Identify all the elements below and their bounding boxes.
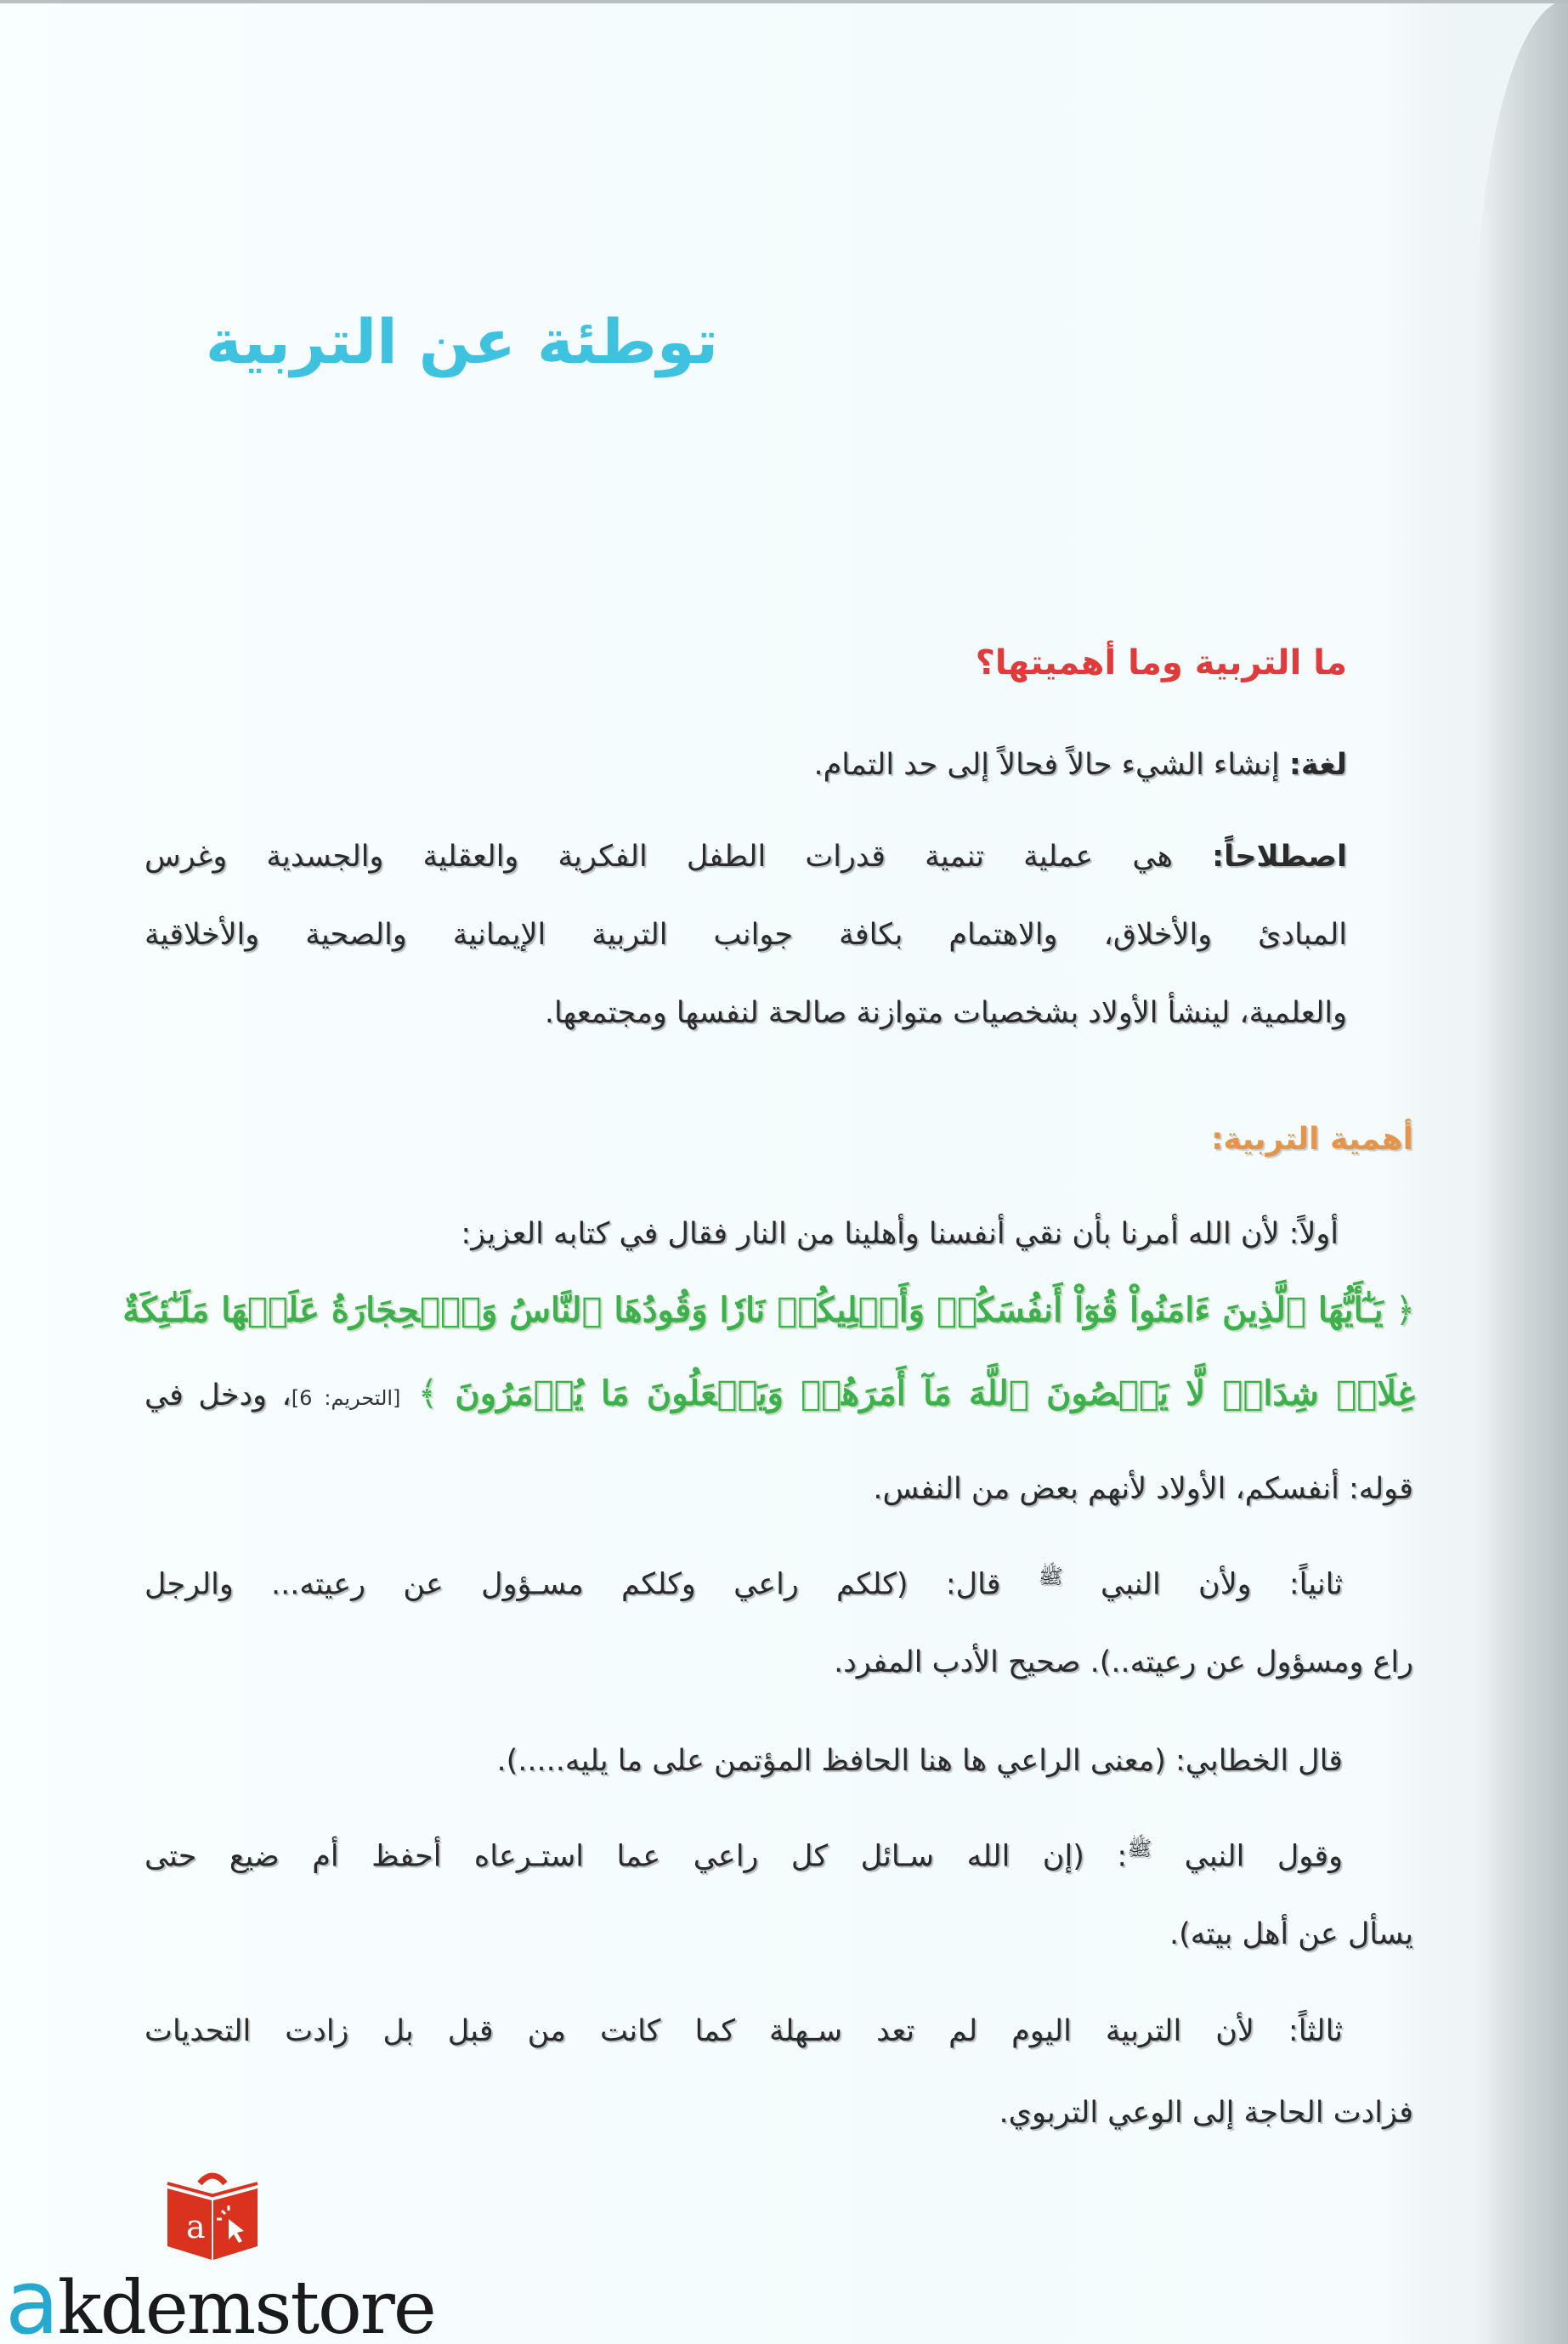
honorific-icon-2: ﷺ — [1127, 1837, 1152, 1860]
third-point-line-2: فزادت الحاجة إلى الوعي التربوي. — [999, 2096, 1413, 2130]
hadith-line-1 — [144, 1836, 1343, 1874]
hadith-line-2: يسأل عن أهل بيته). — [1169, 1917, 1413, 1951]
istilahan-text-1: هي عملية تنمية قدرات الطفل الفكرية والعقلية والجسدية وغرس — [144, 840, 1213, 874]
hadith-1b: : (إن الله سـائل كل راعي عما استـرعاه أحفظ أم ضيع حتى — [144, 1839, 1128, 1874]
lughatan-label: لغة: — [1288, 748, 1347, 782]
first-point-intro: أولاً: لأن الله أمرنا بأن نقي أنفسنا وأهلينا من النار فقال في كتابه العزيز: — [461, 1217, 1339, 1251]
akdemstore-watermark-logo — [0, 2163, 459, 2344]
hadith-1a: وقول النبي — [1152, 1839, 1343, 1874]
quran-verse-line-1 — [122, 1290, 1415, 1330]
definition-istilahan-line-2: المبادئ والأخلاق، والاهتمام بكافة جوانب التربية الإيمانية والصحية والأخلاقية — [144, 918, 1347, 952]
page-top-edge — [0, 0, 1568, 3]
page-title: توطئة عن التربية — [205, 306, 718, 377]
definition-istilahan-line-3: والعلمية، لينشأ الأولاد بشخصيات متوازنة صالحة لنفسها ومجتمعها. — [544, 996, 1347, 1030]
verse-close-bracket: ﴾ — [417, 1374, 439, 1413]
verse-reference: [التحريم: 6] — [291, 1386, 401, 1410]
second-line1a: ثانياً: ولأن النبي — [1062, 1567, 1344, 1602]
first-point-line-3: قوله: أنفسكم، الأولاد لأنهم بعض من النفس. — [873, 1472, 1413, 1506]
page-curl-shadow — [1475, 0, 1568, 2344]
second-point-line-2: راع ومسؤول عن رعيته..). صحيح الأدب المفرد. — [834, 1645, 1413, 1679]
logo-first-letter: a — [5, 2251, 58, 2344]
definition-istilahan-line-1 — [144, 840, 1347, 874]
logo-icon-letter: a — [186, 2208, 206, 2245]
verse-text-2: غِلَاظٞ شِدَادٞ لَّا يَعۡصُونَ ٱللَّهَ مَآ أَمَرَهُمۡ وَيَفۡعَلُونَ مَا يُؤۡمَرُونَ — [455, 1373, 1415, 1413]
logo-wordmark — [5, 2251, 435, 2344]
second-point-line-1 — [144, 1564, 1343, 1602]
lughatan-text: إنشاء الشيء حالاً فحالاً إلى حد التمام. — [813, 748, 1289, 782]
quran-verse-line-2 — [144, 1373, 1415, 1413]
verse-open-bracket: ﴿ — [1395, 1291, 1415, 1330]
definition-lughatan — [814, 748, 1347, 782]
book-cursor-icon — [166, 2171, 259, 2261]
khattabi-quote: قال الخطابي: (معنى الراعي ها هنا الحافظ المؤتمن على ما يليه.....). — [496, 1744, 1343, 1778]
logo-rest: kdemstore — [57, 2266, 435, 2344]
second-line1b: قال: (كلكم راعي وكلكم مسـؤول عن رعيته... والرجل — [144, 1567, 1039, 1602]
honorific-icon: ﷺ — [1038, 1565, 1063, 1588]
istilahan-label: اصطلاحاً: — [1212, 840, 1347, 874]
verse-text-1: يَـٰٓأَيُّهَا ٱلَّذِينَ ءَامَنُواْ قُوٓاْ أَنفُسَكُمۡ وَأَهۡلِيكُمۡ نَارٗا وَقُودُهَا ٱلنَّاسُ وَٱلۡحِجَارَةُ عَلَيۡهَا مَلَـٰٓئِكَةٌ — [122, 1290, 1384, 1330]
third-point-line-1: ثالثاً: لأن التربية اليوم لم تعد سـهلة كما كانت من قبل بل زادت التحديات — [144, 2014, 1343, 2048]
importance-heading: أهمية التربية: — [1211, 1122, 1413, 1157]
verse-tail-text: ، ودخل في — [144, 1379, 292, 1413]
section-heading: ما التربية وما أهميتها؟ — [975, 643, 1347, 682]
